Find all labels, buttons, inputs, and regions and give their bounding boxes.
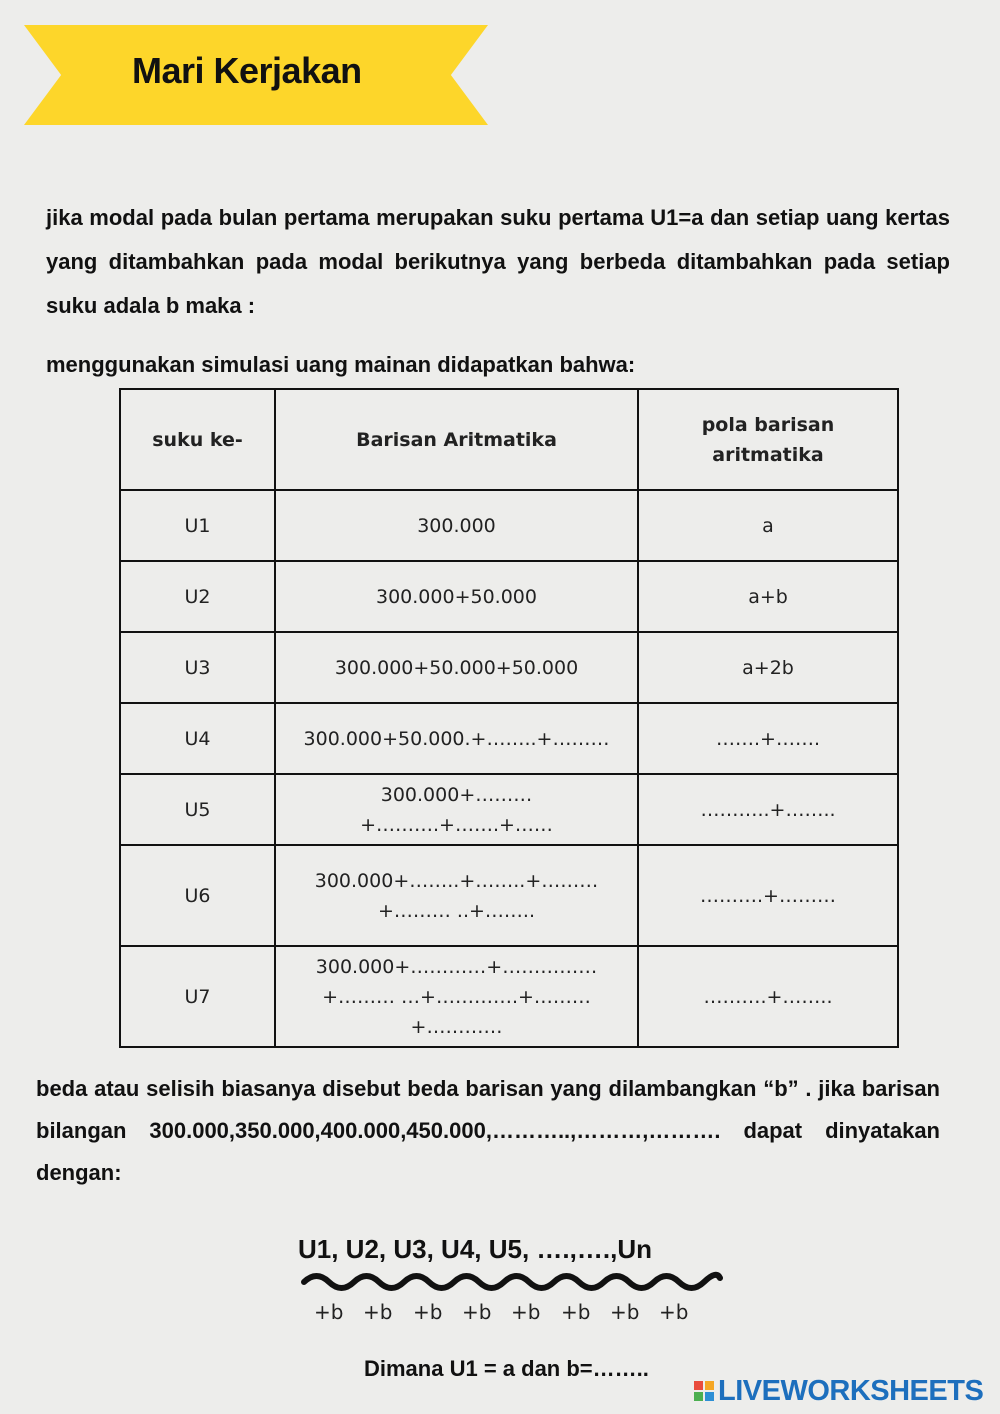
intro-paragraph: jika modal pada bulan pertama merupakan suku pertama U1=a dan setiap uang kertas yang ditambahkan pada modal berikutnya yang berbeda ditambahkan pada setiap suku adala b maka :	[46, 205, 950, 318]
term-cell: U2	[120, 561, 275, 632]
wave-underline	[300, 1268, 724, 1296]
table-row	[120, 632, 898, 703]
sequence-cell: 300.000+………+……….+…….+……	[275, 774, 638, 845]
table-header-row	[120, 389, 898, 490]
difference-label: +b	[511, 1300, 541, 1324]
table-row	[120, 845, 898, 946]
table-lead-text: menggunakan simulasi uang mainan didapatkan bahwa:	[46, 352, 636, 377]
pattern-cell: a+b	[638, 561, 898, 632]
liveworksheets-logo[interactable]	[694, 1374, 983, 1408]
term-cell: U5	[120, 774, 275, 845]
table-row	[120, 774, 898, 845]
pattern-cell: a+2b	[638, 632, 898, 703]
difference-label: +b	[413, 1300, 443, 1324]
sequence-cell: 300.000+……..+……..+………+……… ..+……..	[275, 845, 638, 946]
term-cell: U6	[120, 845, 275, 946]
header-pattern: pola barisan aritmatika	[638, 389, 898, 490]
difference-label: +b	[659, 1300, 689, 1324]
term-cell: U4	[120, 703, 275, 774]
term-cell: U7	[120, 946, 275, 1047]
header-sequence: Barisan Aritmatika	[275, 389, 638, 490]
sequence-notation: U1, U2, U3, U4, U5, ….,….,Un	[298, 1234, 652, 1264]
logo-text: LIVEWORKSHEETS	[718, 1374, 984, 1407]
sequence-cell: 300.000+…………+……………+……… …+………….+………+…………	[275, 946, 638, 1047]
pattern-cell: ……….+………	[638, 845, 898, 946]
difference-label: +b	[314, 1300, 344, 1324]
sequence-cell: 300.000+50.000	[275, 561, 638, 632]
table-row	[120, 490, 898, 561]
difference-label: +b	[610, 1300, 640, 1324]
footer-statement: Dimana U1 = a dan b=……..	[364, 1356, 649, 1381]
page-title: Mari Kerjakan	[132, 50, 362, 91]
sequence-cell: 300.000+50.000+50.000	[275, 632, 638, 703]
pattern-cell: ………..+……..	[638, 774, 898, 845]
liveworksheets-logo-icon	[694, 1381, 714, 1401]
term-cell: U1	[120, 490, 275, 561]
table-row	[120, 561, 898, 632]
difference-label: +b	[561, 1300, 591, 1324]
pattern-cell: …….+…….	[638, 703, 898, 774]
sequence-cell: 300.000+50.000.+……..+………	[275, 703, 638, 774]
pattern-cell: a	[638, 490, 898, 561]
sequence-table	[119, 388, 899, 1048]
table-row	[120, 703, 898, 774]
term-cell: U3	[120, 632, 275, 703]
difference-label: +b	[363, 1300, 393, 1324]
difference-label: +b	[462, 1300, 492, 1324]
sequence-cell: 300.000	[275, 490, 638, 561]
header-term: suku ke-	[120, 389, 275, 490]
table-row	[120, 946, 898, 1047]
pattern-cell: ……….+……..	[638, 946, 898, 1047]
difference-paragraph: beda atau selisih biasanya disebut beda barisan yang dilambangkan “b” . jika barisan bilangan 300.000,350.000,400.000,450.000,………..,………,………. dapat dinyatakan dengan:	[36, 1076, 940, 1185]
